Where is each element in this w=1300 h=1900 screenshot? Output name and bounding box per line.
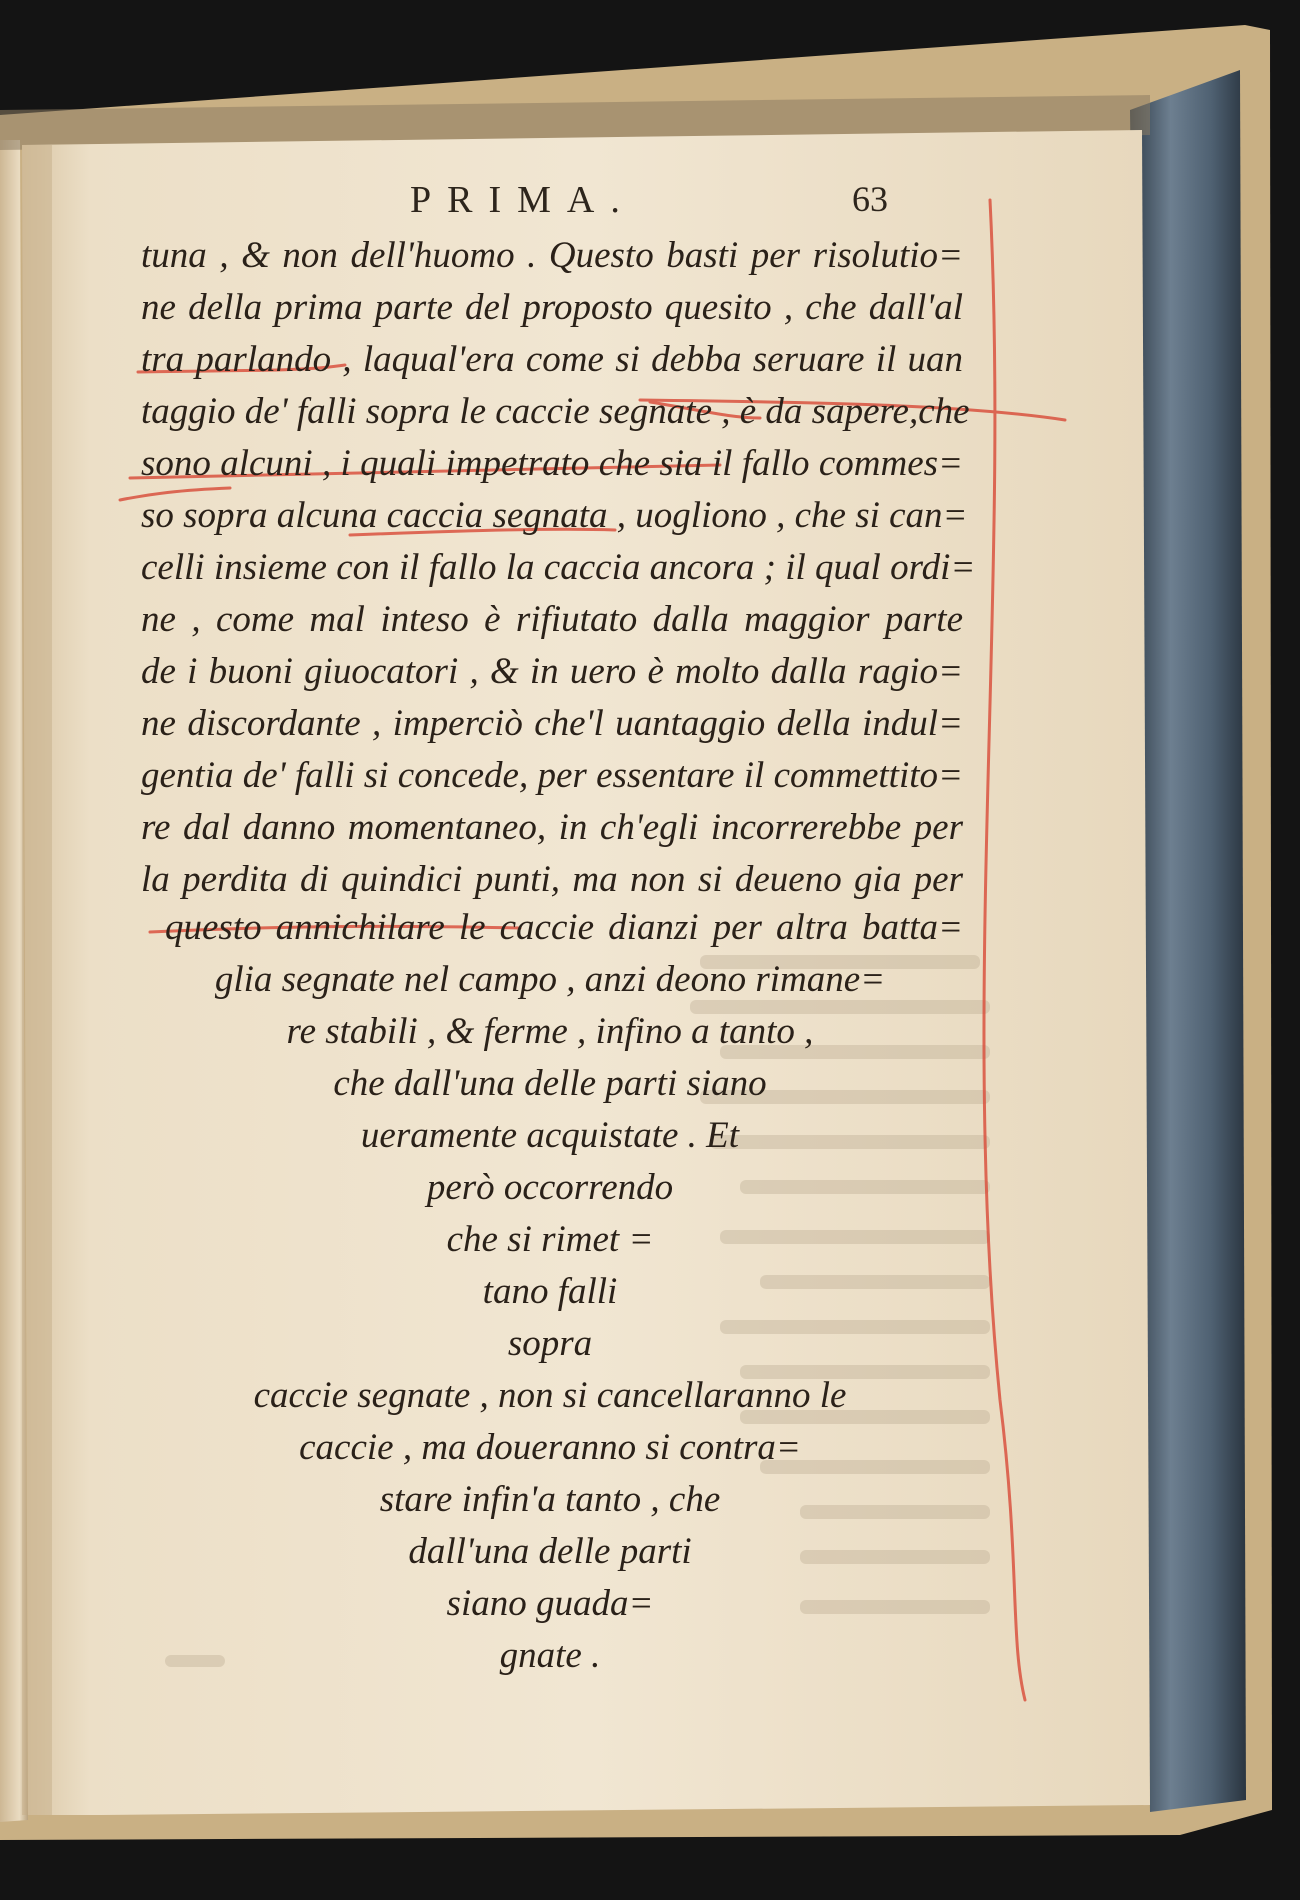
- text-line-2: ne della prima parte del proposto quesito , che dall'al: [141, 287, 963, 328]
- text-line-18: ueramente acquistate . Et: [360, 1115, 740, 1156]
- text-line-6: so sopra alcuna caccia segnata , uogliono , che si can=: [141, 495, 968, 536]
- text-line-23: caccie segnate , non si cancellaranno le: [253, 1375, 847, 1416]
- text-line-3: tra parlando , laqual'era come si debba seruare il uan: [141, 339, 963, 380]
- text-line-19: però occorrendo: [426, 1167, 674, 1208]
- text-line-8: ne , come mal inteso è rifiutato dalla maggior parte: [141, 599, 963, 640]
- text-line-1: tuna , & non dell'huomo . Questo basti per risolutio=: [141, 235, 963, 276]
- text-line-5: sono alcuni , i quali impetrato che sia il fallo commes=: [141, 443, 963, 484]
- text-line-25: stare infin'a tanto , che: [379, 1479, 721, 1520]
- text-line-11: gentia de' falli si concede, per essentare il commettito=: [141, 755, 963, 796]
- running-head: PRIMA.: [410, 179, 636, 221]
- text-line-27: siano guada=: [446, 1583, 654, 1624]
- text-line-28: gnate .: [499, 1635, 601, 1676]
- text-line-14: questo annichilare le caccie dianzi per altra batta=: [165, 907, 963, 948]
- text-line-22: sopra: [507, 1323, 593, 1364]
- page-number: 63: [852, 179, 888, 219]
- text-line-17: che dall'una delle parti siano: [333, 1063, 767, 1104]
- text-line-4: taggio de' falli sopra le caccie segnate , è da sapere,che: [141, 391, 970, 432]
- text-line-20: che si rimet =: [446, 1219, 654, 1260]
- text-line-9: de i buoni giuocatori , & in uero è molto dalla ragio=: [141, 651, 963, 692]
- text-line-21: tano falli: [482, 1271, 618, 1312]
- text-line-12: re dal danno momentaneo, in ch'egli incorrerebbe per: [141, 807, 963, 848]
- text-line-16: re stabili , & ferme , infino a tanto ,: [286, 1011, 814, 1052]
- text-line-10: ne discordante , imperciò che'l uantaggio della indul=: [141, 703, 963, 744]
- text-line-13: la perdita di quindici punti, ma non si deueno gia per: [141, 859, 963, 900]
- text-line-7: celli insieme con il fallo la caccia ancora ; il qual ordi=: [141, 547, 976, 588]
- text-line-26: dall'una delle parti: [408, 1531, 692, 1572]
- text-line-15: glia segnate nel campo , anzi deono rimane=: [214, 959, 886, 1000]
- text-line-24: caccie , ma doueranno si contra=: [299, 1427, 801, 1468]
